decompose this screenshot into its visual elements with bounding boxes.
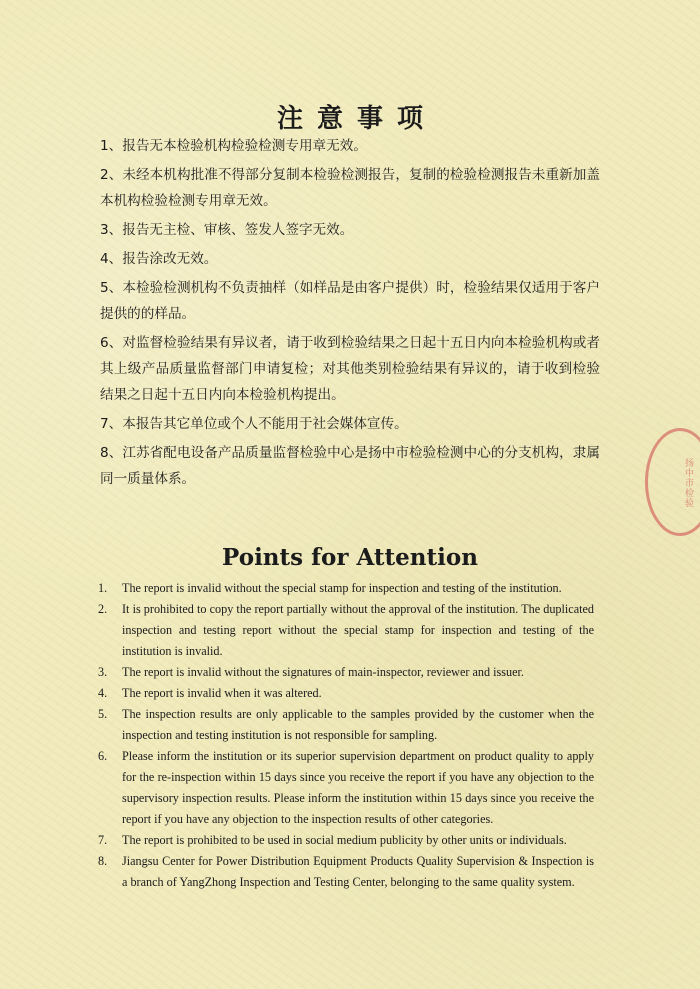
cn-item-7: 7、本报告其它单位或个人不能用于社会媒体宣传。	[100, 416, 408, 432]
en-title: Points for Attention	[222, 544, 478, 571]
seal-text: 扬中市检验	[683, 458, 693, 508]
cn-item-4: 4、报告涂改无效。	[100, 251, 218, 267]
cn-item-8: 8、江苏省配电设备产品质量监督检验中心是扬中市检验检测中心的分支机构，隶属同一质量体系。	[100, 445, 600, 487]
en-item-text: The report is prohibited to be used in social medium publicity by other units or individuals.	[122, 833, 567, 847]
cn-item-6: 6、对监督检验结果有异议者，请于收到检验结果之日起十五日内向本检验机构或者其上级产品质量监督部门申请复检；对其他类别检验结果有异议的，请于收到检验结果之日起十五日内向本检验机构提出。	[100, 335, 600, 403]
cn-item-2: 2、未经本机构批准不得部分复制本检验检测报告，复制的检验检测报告未重新加盖本机构检验检测专用章无效。	[100, 167, 600, 209]
en-item-number: 2.	[98, 602, 108, 616]
en-item-number: 3.	[98, 665, 108, 679]
en-item-number: 7.	[98, 833, 108, 847]
en-item-number: 5.	[98, 707, 108, 721]
en-item-text: The report is invalid when it was altered.	[122, 686, 322, 700]
en-item-1	[96, 578, 594, 599]
en-item-text: The report is invalid without the signatures of main-inspector, reviewer and issuer.	[122, 665, 524, 679]
en-item-7	[96, 830, 594, 851]
en-item-number: 8.	[98, 854, 108, 868]
en-item-text: It is prohibited to copy the report partially without the approval of the institution. The duplicated inspection and testing report without the special stamp for inspection and testing of the institution is invalid.	[122, 602, 594, 658]
en-item-text: Jiangsu Center for Power Distribution Equipment Products Quality Supervision & Inspection is a branch of YangZhong Inspection and Testing Center, belonging to the same quality system.	[122, 854, 594, 889]
en-notice-list	[96, 578, 594, 893]
en-item-3	[96, 662, 594, 683]
en-item-text: Please inform the institution or its superior supervision department on product quality to apply for the re-inspection within 15 days since you receive the report if you have any objection to the supervisory inspection results. Please inform the institution within 15 days since you receive the report if you have any objection to the inspection results of other categories.	[122, 749, 594, 826]
en-item-text: The inspection results are only applicable to the samples provided by the customer when the inspection and testing institution is not responsible for sampling.	[122, 707, 594, 742]
en-item-number: 4.	[98, 686, 108, 700]
en-item-4	[96, 683, 594, 704]
en-item-number: 6.	[98, 749, 108, 763]
cn-item-1: 1、报告无本检验机构检验检测专用章无效。	[100, 138, 367, 154]
cn-item-3: 3、报告无主检、审核、签发人签字无效。	[100, 222, 354, 238]
en-item-8	[96, 851, 594, 893]
cn-item-5: 5、本检验检测机构不负责抽样（如样品是由客户提供）时，检验结果仅适用于客户提供的的样品。	[100, 280, 600, 322]
cn-title: 注意事项	[276, 104, 437, 134]
en-item-6	[96, 746, 594, 830]
en-item-number: 1.	[98, 581, 108, 595]
en-item-2	[96, 599, 594, 662]
en-item-text: The report is invalid without the special stamp for inspection and testing of the institution.	[122, 581, 562, 595]
en-item-5	[96, 704, 594, 746]
cn-notice-list	[100, 133, 600, 495]
